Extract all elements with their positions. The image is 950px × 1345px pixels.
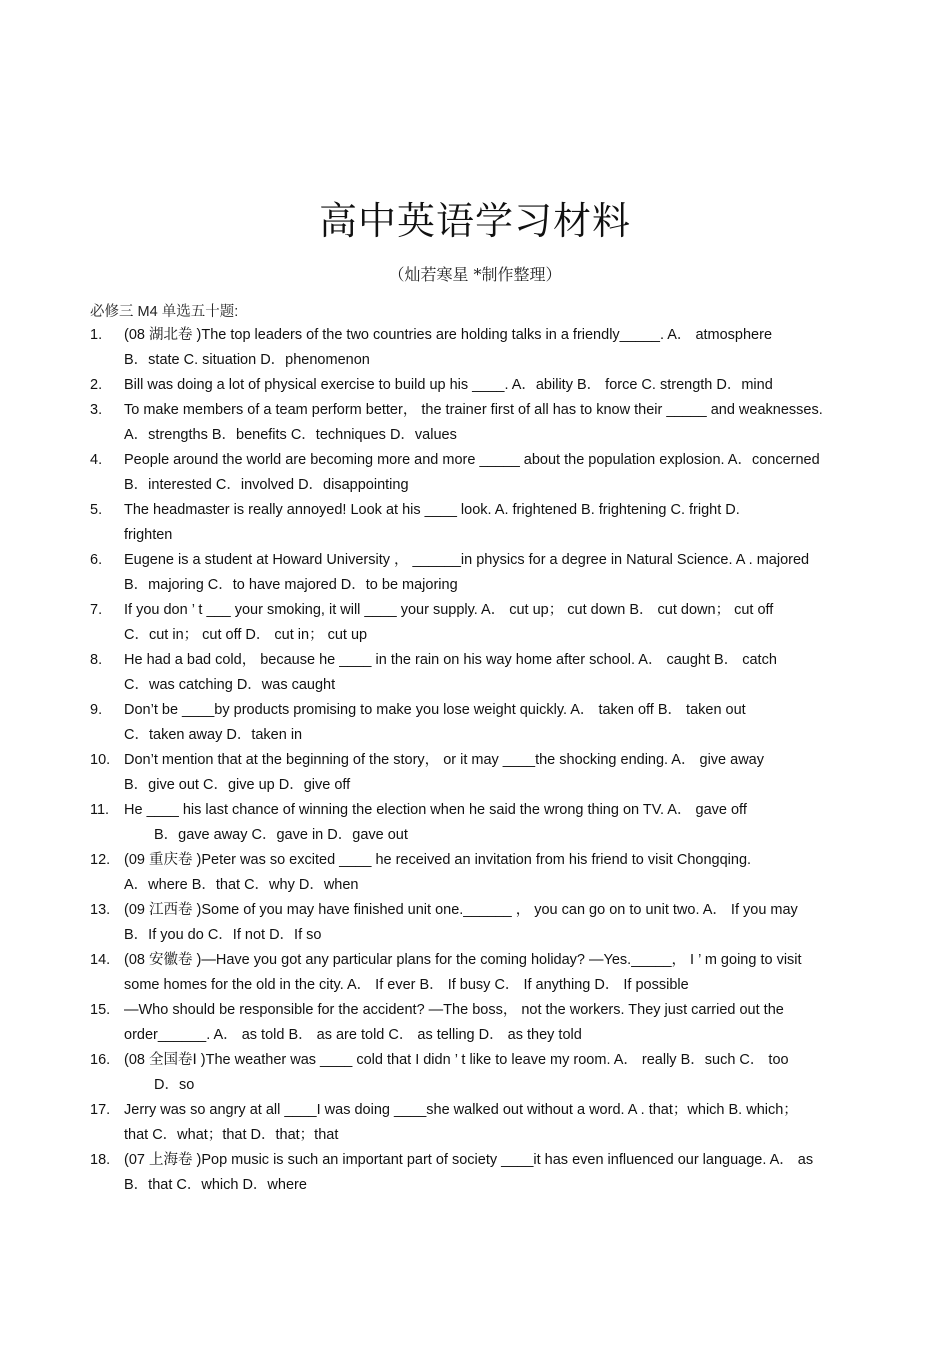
question-options: C．taken away D．taken in [124,727,303,743]
question-number: 17. [90,1102,111,1118]
question-number: 13. [90,902,111,918]
section-heading: 必修三 M4 单选五十题: [90,304,239,320]
question-text: (07 上海卷 )Pop music is such an important part of society ____it has even influenced our language. A． as [124,1152,814,1168]
question-options: order______. A． as told B． as are told C． as telling D． as they told [124,1027,582,1043]
question-text: He ____ his last chance of winning the election when he said the wrong thing on TV. A． gave off [124,802,747,818]
question-item [90,1048,865,1098]
question-number: 12. [90,852,111,868]
question-text: To make members of a team perform better， the trainer first of all has to know their _____ and weaknesses. [124,402,823,418]
question-number: 9. [90,702,103,718]
question-text: Eugene is a student at Howard University ， ______in physics for a degree in Natural Science. A . majored [124,552,810,568]
question-options: that C．what；that D．that；that [124,1127,339,1143]
question-number: 14. [90,952,111,968]
question-text: If you don ’ t ___ your smoking, it will ____ your supply. A． cut up； cut down B． cut down； cut off [124,602,774,618]
question-item [90,898,865,948]
question-item [90,323,865,373]
question-number: 7. [90,602,103,618]
question-options: A．strengths B．benefits C．techniques D．values [124,427,457,443]
question-text: Bill was doing a lot of physical exercise to build up his ____. A．ability B． force C. strength D．mind [124,377,773,393]
question-options: B．interested C．involved D．disappointing [124,477,409,493]
question-number: 3. [90,402,103,418]
question-text: People around the world are becoming more and more _____ about the population explosion. A．concerned [124,452,820,468]
question-item [90,798,865,848]
question-number: 2. [90,377,103,393]
question-item [90,998,865,1048]
question-options: some homes for the old in the city. A． If ever B． If busy C． If anything D． If possible [124,977,689,993]
question-options: C．was catching D．was caught [124,677,336,693]
question-text: (08 安徽卷 )—Have you got any particular plans for the coming holiday? —Yes._____， I ’ m going to visit [124,952,802,968]
question-number: 4. [90,452,103,468]
question-item [90,848,865,898]
question-item [90,598,865,648]
question-options: B．that C．which D．where [124,1177,307,1193]
question-number: 8. [90,652,103,668]
question-item [90,548,865,598]
question-text: —Who should be responsible for the accident? —The boss， not the workers. They just carried out the [124,1002,784,1018]
question-number: 10. [90,752,111,768]
question-text: Don’t be ____by products promising to make you lose weight quickly. A． taken off B． taken out [124,702,746,718]
question-number: 16. [90,1052,111,1068]
question-text: He had a bad cold， because he ____ in the rain on his way home after school. A． caught B． catch [124,652,777,668]
question-text: (08 湖北卷 )The top leaders of the two countries are holding talks in a friendly_____. A． atmosphere [124,327,773,343]
question-item [90,948,865,998]
question-item [90,373,865,398]
question-options: B．gave away C．gave in D．gave out [154,827,408,843]
question-item [90,698,865,748]
question-text: (09 重庆卷 )Peter was so excited ____ he received an invitation from his friend to visit Chongqing. [124,852,752,868]
question-item [90,1148,865,1198]
question-item [90,1098,865,1148]
question-item [90,748,865,798]
question-text: The headmaster is really annoyed! Look at his ____ look. A. frightened B. frightening C. fright D. [124,502,740,518]
question-number: 6. [90,552,103,568]
question-options: B．give out C．give up D．give off [124,777,351,793]
question-text: Jerry was so angry at all ____I was doing ____she walked out without a word. A . that；which B. which； [124,1102,798,1118]
question-options: B．majoring C．to have majored D．to be majoring [124,577,458,593]
question-item [90,448,865,498]
question-number: 18. [90,1152,111,1168]
question-text: (09 江西卷 )Some of you may have finished unit one.______ ， you can go on to unit two. A． If you may [124,902,798,918]
question-number: 11. [90,802,110,818]
question-options: A．where B．that C．why D．when [124,877,359,893]
question-number: 5. [90,502,103,518]
question-item [90,648,865,698]
page-title: 高中英语学习材料 [318,199,631,243]
question-number: 15. [90,1002,111,1018]
question-options: B．state C. situation D．phenomenon [124,352,370,368]
question-options: frighten [124,527,173,543]
question-item [90,398,865,448]
question-options: C．cut in； cut off D． cut in； cut up [124,627,368,643]
question-number: 1. [90,327,103,343]
page-subtitle: （灿若寒星 *制作整理） [388,265,562,284]
question-text: (08 全国卷Ⅰ )The weather was ____ cold that I didn ’ t like to leave my room. A． really B．such C． too [124,1052,789,1068]
question-options: B．If you do C．If not D．If so [124,927,322,943]
question-options: D．so [154,1077,195,1093]
question-item [90,498,865,548]
question-text: Don’t mention that at the beginning of the story， or it may ____the shocking ending. A． give away [124,752,764,768]
question-list [90,323,865,1198]
